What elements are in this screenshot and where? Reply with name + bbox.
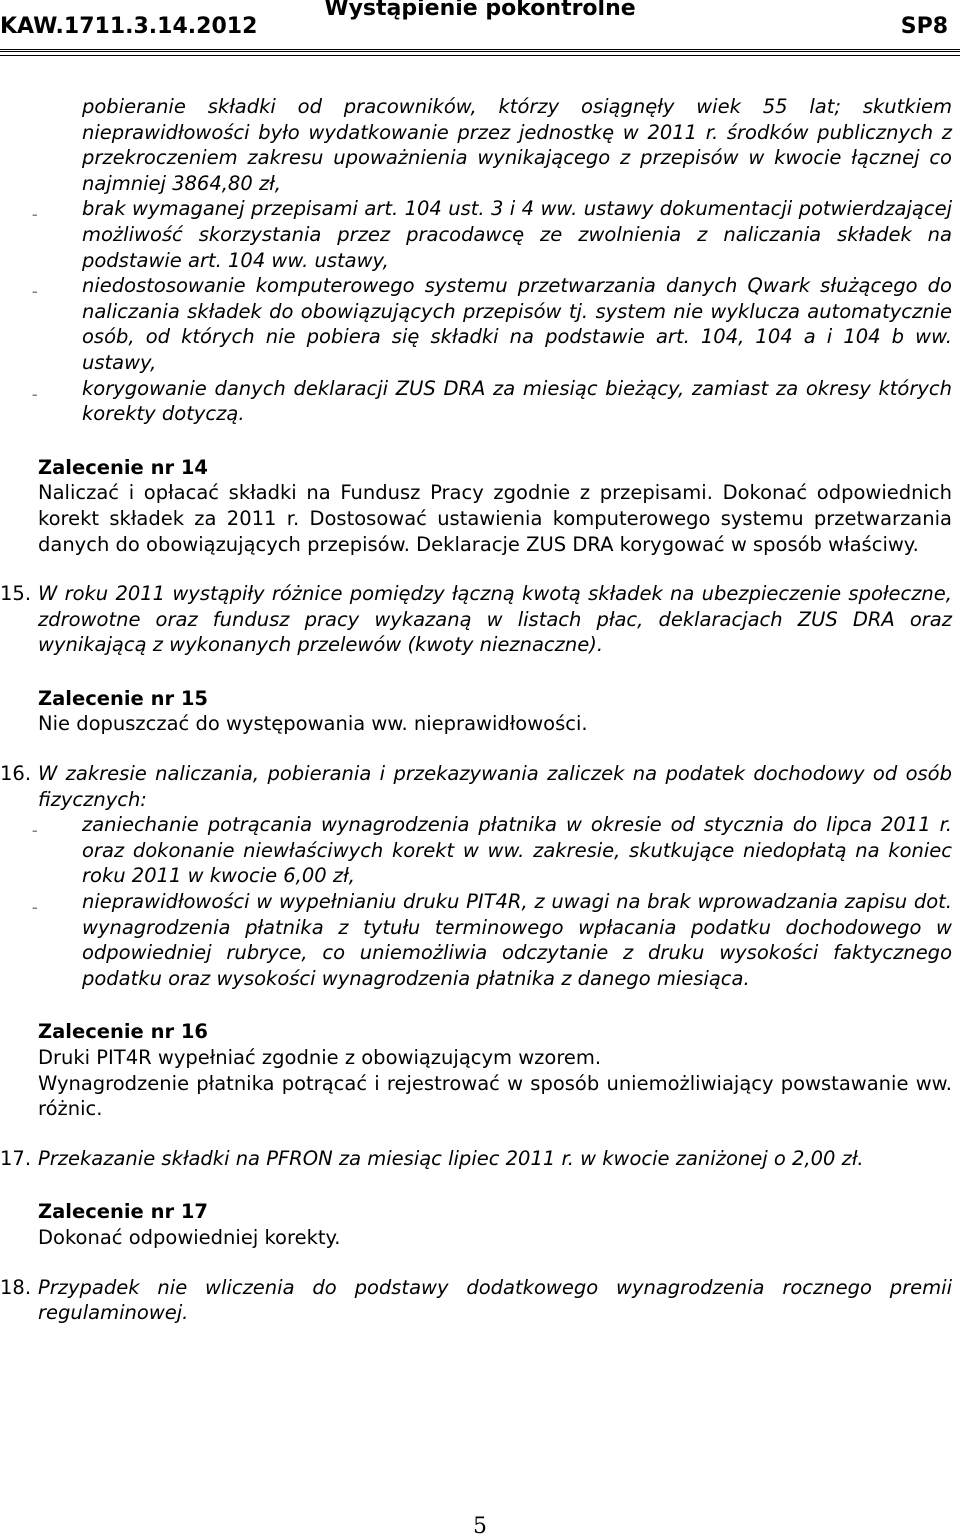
dash-bullet: – <box>32 285 38 299</box>
finding-15: 15. W roku 2011 wystąpiły różnice pomiędzy łączną kwotą składek na ubezpieczenie społeczne, zdrowotne oraz fundusz pracy wykazaną w listach płac, deklaracjach ZUS DRA oraz wynikającą z wykonanych przelewów (kwoty nieznaczne). <box>0 582 952 657</box>
finding-dash-item: – korygowanie danych deklaracji ZUS DRA za miesiąc bieżący, zamiast za okresy których korekty dotyczą. <box>32 376 952 426</box>
recommendation-15-text: Nie dopuszczać do występowania ww. nieprawidłowości. <box>38 712 588 736</box>
recommendation-17-title: Zalecenie nr 17 <box>38 1200 208 1224</box>
page-number: 5 <box>473 1514 487 1539</box>
document-code: KAW.1711.3.14.2012 <box>0 14 258 39</box>
recommendation-15-title: Zalecenie nr 15 <box>38 686 208 710</box>
dash-bullet: – <box>32 387 38 401</box>
finding-number: 16. <box>0 762 32 786</box>
document-title: Wystąpienie pokontrolne <box>324 0 636 21</box>
finding-dash-item: – nieprawidłowości w wypełnianiu druku PIT4R, z uwagi na brak wprowadzania zapisu dot. wynagrodzenia płatnika z tytułu terminowego wpłacania podatku dochodowego w odpowiedniej rubryce, co uniemożliwia odczytanie z druku wysokości faktycznego podatku oraz wysokości wynagrodzenia płatnika z danego miesiąca. <box>32 890 952 990</box>
findings-list-a <box>32 196 952 426</box>
finding-number: 17. <box>0 1146 32 1170</box>
finding-number: 18. <box>0 1275 32 1299</box>
institution-code: SP8 <box>900 14 948 39</box>
finding-dash-item: – brak wymaganej przepisami art. 104 ust. 3 i 4 ww. ustawy dokumentacji potwierdzającej możliwość skorzystania przez pracodawcę ze zwolnienia z naliczania składek na podstawie art. 104 ww. ustawy, <box>32 197 952 272</box>
page-header <box>0 0 960 56</box>
findings-list-b <box>32 812 952 991</box>
finding-number: 15. <box>0 582 32 606</box>
finding-18: 18. Przypadek nie wliczenia do podstawy dodatkowego wynagrodzenia rocznego premii regulaminowej. <box>0 1275 952 1325</box>
dash-bullet: – <box>32 208 38 222</box>
intro-continuation: pobieranie składki od pracowników, którzy osiągnęły wiek 55 lat; skutkiem nieprawidłowości było wydatkowanie przez jednostkę w 2011 r. środków publicznych z przekroczeniem zakresu upoważnienia wynikającego z przepisów w kwocie łącznej co najmniej 3864,80 zł, <box>82 95 952 195</box>
finding-16: 16. W zakresie naliczania, pobierania i przekazywania zaliczek na podatek dochodowy od osób fizycznych: <box>0 762 952 811</box>
header-divider <box>0 49 960 56</box>
document-body <box>0 94 952 1326</box>
recommendation-14-title: Zalecenie nr 14 <box>38 455 208 479</box>
recommendation-16-text-2: Wynagrodzenie płatnika potrącać i rejestrować w sposób uniemożliwiający powstawanie ww. różnic. <box>38 1071 952 1121</box>
finding-17: 17. Przekazanie składki na PFRON za miesiąc lipiec 2011 r. w kwocie zaniżonej o 2,00 zł. <box>0 1146 864 1170</box>
recommendation-16-title: Zalecenie nr 16 <box>38 1020 208 1044</box>
recommendation-14-text: Naliczać i opłacać składki na Fundusz Pracy zgodnie z przepisami. Dokonać odpowiednich korekt składek za 2011 r. Dostosować ustawienia komputerowego systemu przetwarzania danych do obowiązujących przepisów. Deklaracje ZUS DRA korygować w sposób właściwy. <box>38 481 952 556</box>
finding-dash-item: – zaniechanie potrącania wynagrodzenia płatnika w okresie od stycznia do lipca 2011 r. oraz dokonanie niewłaściwych korekt w ww. zakresie, skutkujące niedopłatą na koniec roku 2011 w kwocie 6,00 zł, <box>32 813 952 888</box>
finding-dash-item: – niedostosowanie komputerowego systemu przetwarzania danych Qwark służącego do naliczania składek do obowiązujących przepisów tj. system nie wyklucza automatycznie osób, od których nie pobiera się składki na podstawie art. 104, 104 a i 104 b ww. ustawy, <box>32 274 952 374</box>
recommendation-16-text-1: Druki PIT4R wypełniać zgodnie z obowiązującym wzorem. <box>38 1046 602 1069</box>
dash-bullet: – <box>32 901 38 915</box>
dash-bullet: – <box>32 824 38 838</box>
recommendation-17-text: Dokonać odpowiedniej korekty. <box>38 1225 341 1249</box>
